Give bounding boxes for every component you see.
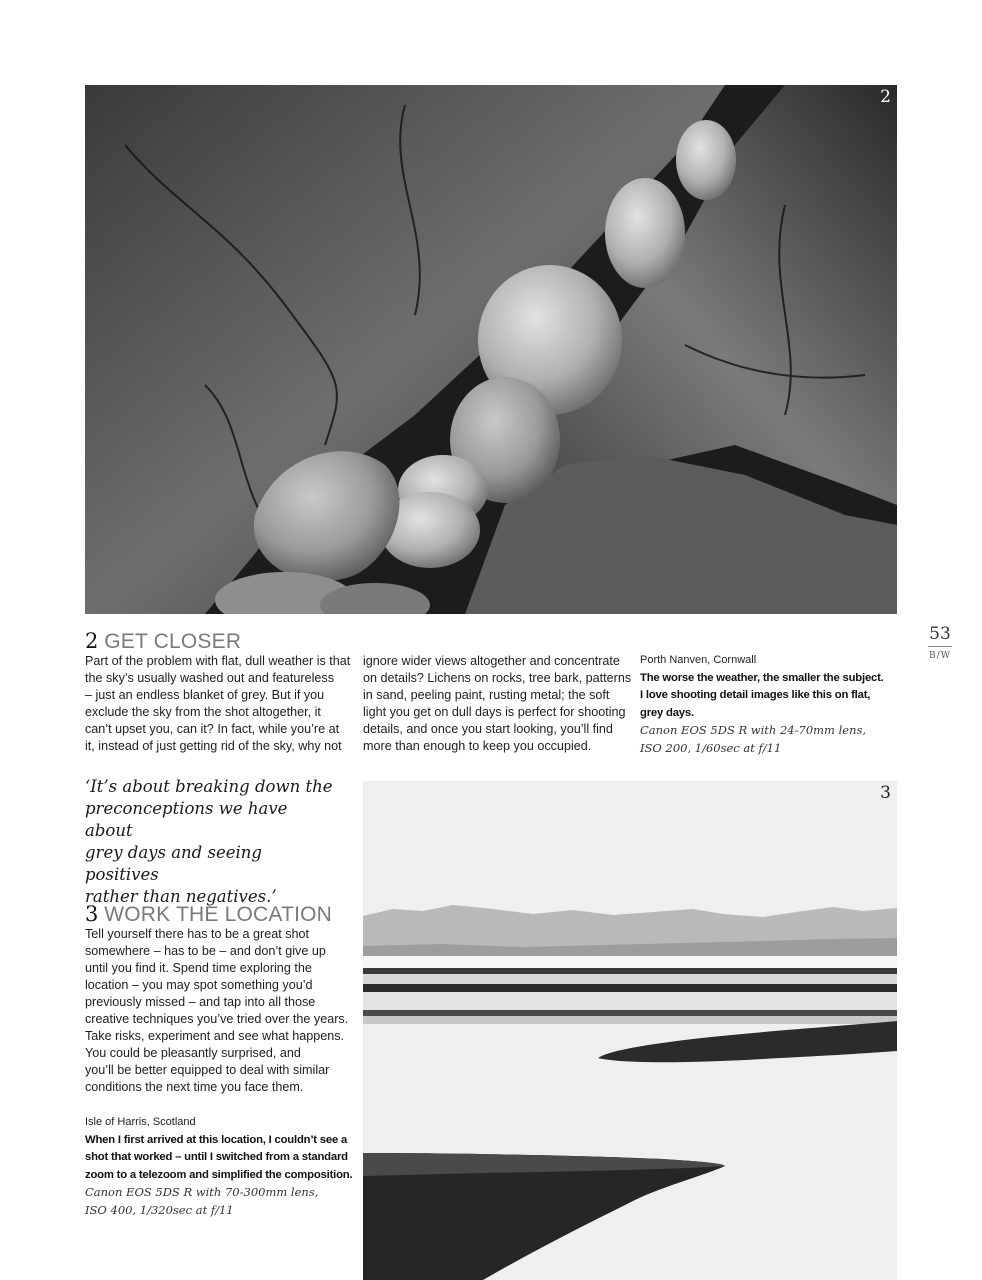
body-line: somewhere – has to be – and don’t give up [85,944,326,958]
photo-tidal-flats [363,781,897,1280]
body-line: until you find it. Spend time exploring the [85,961,312,975]
body-line: exclude the sky from the shot altogether, it [85,705,321,719]
body-line: the sky’s usually washed out and featureless [85,671,334,685]
body-line: Take risks, experiment and see what happens. [85,1029,345,1043]
body-line: it, instead of just getting rid of the sky, why not [85,739,342,753]
body-line: details, and once you start looking, you’ll find [363,722,613,736]
caption-gear-line: Canon EOS 5DS R with 70-300mm lens, [85,1185,319,1199]
body-line: Part of the problem with flat, dull weather is that [85,654,351,668]
photo-caption-2 [85,1114,355,1219]
folio-divider [928,646,952,647]
folio [926,624,954,661]
body-line: ignore wider views altogether and concentrate [363,654,620,668]
caption-gear-line: ISO 400, 1/320sec at f/11 [85,1202,234,1217]
caption-gear-line: ISO 200, 1/60sec at f/11 [640,740,782,755]
section-heading-get-closer [85,629,241,654]
caption-description-line: zoom to a telezoom and simplified the composition. [85,1168,353,1181]
caption-description-line: shot that worked – until I switched from a standard [85,1151,348,1163]
body-line: – just an endless blanket of grey. But if you [85,688,325,702]
pull-quote-line: preconceptions we have about [85,799,288,840]
body-column-2 [363,653,633,755]
section-title: GET CLOSER [104,630,242,653]
body-column-1 [85,653,355,755]
pull-quote-line: rather than negatives.’ [85,887,277,906]
body-line: conditions the next time you face them. [85,1080,304,1094]
caption-description-line: When I first arrived at this location, I couldn’t see a [85,1133,348,1146]
body-line: location – you may spot something you’d [85,978,313,992]
tidal-flats-image [363,781,897,1280]
caption-description-line: The worse the weather, the smaller the subject. [640,671,884,684]
caption-description-line: I love shooting detail images like this on flat, [640,689,871,701]
section-heading-work-the-location [85,902,332,927]
body-line: can’t upset you, can it? In fact, while you’re at [85,722,340,736]
body-line: light you get on dull days is perfect for shooting [363,705,626,719]
page-number: 53 [929,624,951,644]
photo-number: 3 [880,783,891,803]
caption-location: Isle of Harris, Scotland [85,1116,196,1128]
pull-quote-line: ‘It’s about breaking down the [85,777,333,796]
photo-number: 2 [880,87,891,107]
body-line: Tell yourself there has to be a great shot [85,927,310,941]
body-line: You could be pleasantly surprised, and [85,1046,301,1060]
caption-gear-line: Canon EOS 5DS R with 24-70mm lens, [640,723,867,737]
magazine-logo: B/W [929,651,951,661]
body-line: creative techniques you’ve tried over the years. [85,1012,349,1026]
body-line: on details? Lichens on rocks, tree bark, patterns [363,671,632,685]
photo-boulders [85,85,897,614]
section-number: 3 [85,902,99,926]
boulders-image [85,85,897,614]
body-line: in sand, peeling paint, rusting metal; the soft [363,688,610,702]
section-title: WORK THE LOCATION [104,903,333,926]
caption-location: Porth Nanven, Cornwall [640,654,757,666]
body-column-section-3 [85,926,355,1096]
pull-quote-line: grey days and seeing positives [85,843,262,884]
section-number: 2 [85,629,99,653]
pull-quote [85,776,335,908]
photo-caption-1 [640,652,910,757]
body-line: more than enough to keep you occupied. [363,739,592,753]
body-line: you’ll be better equipped to deal with similar [85,1063,330,1077]
caption-description-line: grey days. [640,706,694,719]
body-line: previously missed – and tap into all those [85,995,316,1009]
